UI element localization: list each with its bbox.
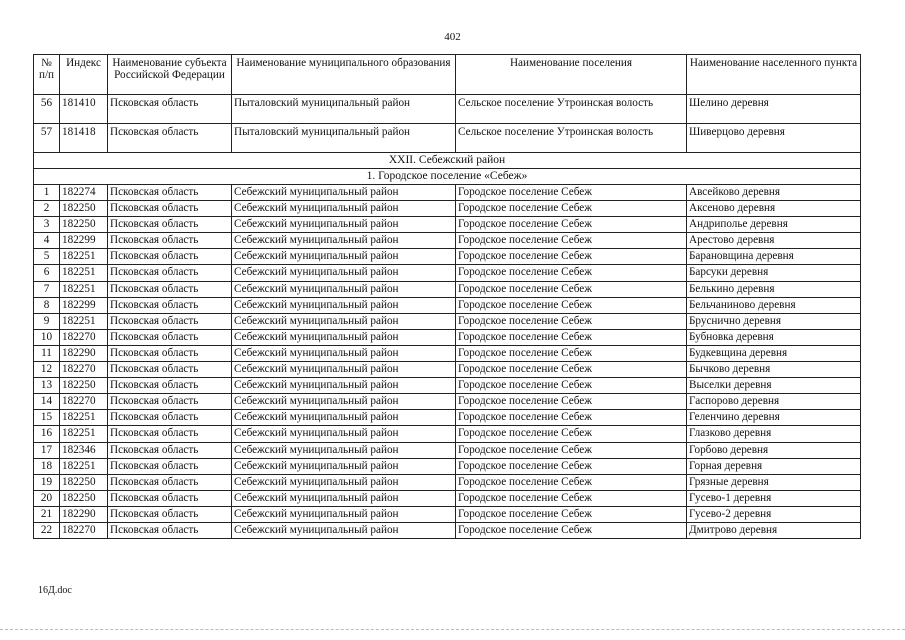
cell-settlement: Городское поселение Себеж bbox=[456, 522, 687, 538]
settlements-table bbox=[33, 54, 861, 539]
table-row bbox=[34, 313, 861, 329]
cell-index: 181410 bbox=[60, 95, 108, 124]
page-number: 402 bbox=[444, 31, 461, 43]
cell-locality: Дмитрово деревня bbox=[687, 522, 861, 538]
table-row bbox=[34, 362, 861, 378]
cell-settlement: Городское поселение Себеж bbox=[456, 474, 687, 490]
cell-index: 182270 bbox=[60, 362, 108, 378]
cell-num: 13 bbox=[34, 378, 60, 394]
cell-municipality: Себежский муниципальный район bbox=[232, 297, 456, 313]
cell-subject: Псковская область bbox=[108, 201, 232, 217]
cell-subject: Псковская область bbox=[108, 185, 232, 201]
cell-locality: Арестово деревня bbox=[687, 233, 861, 249]
cell-locality: Бубновка деревня bbox=[687, 329, 861, 345]
cell-num: 2 bbox=[34, 201, 60, 217]
cell-index: 182270 bbox=[60, 394, 108, 410]
cell-settlement: Городское поселение Себеж bbox=[456, 458, 687, 474]
header-locality: Наименование населенного пункта bbox=[687, 55, 861, 95]
cell-num: 1 bbox=[34, 185, 60, 201]
section-row bbox=[34, 153, 861, 169]
table-row bbox=[34, 95, 861, 124]
cell-municipality: Себежский муниципальный район bbox=[232, 378, 456, 394]
cell-index: 182290 bbox=[60, 345, 108, 361]
cell-municipality: Себежский муниципальный район bbox=[232, 329, 456, 345]
cell-settlement: Городское поселение Себеж bbox=[456, 281, 687, 297]
cell-settlement: Городское поселение Себеж bbox=[456, 201, 687, 217]
cell-settlement: Городское поселение Себеж bbox=[456, 297, 687, 313]
cell-municipality: Себежский муниципальный район bbox=[232, 458, 456, 474]
cell-settlement: Городское поселение Себеж bbox=[456, 378, 687, 394]
cell-num: 4 bbox=[34, 233, 60, 249]
cell-subject: Псковская область bbox=[108, 378, 232, 394]
table-row bbox=[34, 522, 861, 538]
cell-subject: Псковская область bbox=[108, 362, 232, 378]
cell-municipality: Себежский муниципальный район bbox=[232, 217, 456, 233]
cell-index: 182290 bbox=[60, 506, 108, 522]
cell-locality: Барановщина деревня bbox=[687, 249, 861, 265]
cell-settlement: Городское поселение Себеж bbox=[456, 490, 687, 506]
cell-index: 182299 bbox=[60, 233, 108, 249]
cell-locality: Аксеново деревня bbox=[687, 201, 861, 217]
cell-municipality: Себежский муниципальный район bbox=[232, 442, 456, 458]
cell-num: 3 bbox=[34, 217, 60, 233]
cell-subject: Псковская область bbox=[108, 426, 232, 442]
cell-num: 9 bbox=[34, 313, 60, 329]
cell-municipality: Себежский муниципальный район bbox=[232, 313, 456, 329]
scan-edge-divider bbox=[0, 629, 905, 631]
cell-settlement: Городское поселение Себеж bbox=[456, 329, 687, 345]
cell-locality: Барсуки деревня bbox=[687, 265, 861, 281]
cell-index: 182250 bbox=[60, 217, 108, 233]
cell-index: 181418 bbox=[60, 124, 108, 153]
table-row bbox=[34, 233, 861, 249]
table-row bbox=[34, 394, 861, 410]
cell-municipality: Себежский муниципальный район bbox=[232, 345, 456, 361]
cell-locality: Гусево-1 деревня bbox=[687, 490, 861, 506]
cell-settlement: Городское поселение Себеж bbox=[456, 265, 687, 281]
cell-num: 20 bbox=[34, 490, 60, 506]
cell-num: 19 bbox=[34, 474, 60, 490]
cell-index: 182250 bbox=[60, 378, 108, 394]
cell-subject: Псковская область bbox=[108, 522, 232, 538]
cell-num: 57 bbox=[34, 124, 60, 153]
cell-subject: Псковская область bbox=[108, 329, 232, 345]
cell-num: 8 bbox=[34, 297, 60, 313]
cell-municipality: Себежский муниципальный район bbox=[232, 185, 456, 201]
header-subject: Наименование субъекта Российской Федерации bbox=[108, 55, 232, 95]
cell-index: 182250 bbox=[60, 490, 108, 506]
cell-settlement: Городское поселение Себеж bbox=[456, 249, 687, 265]
cell-subject: Псковская область bbox=[108, 490, 232, 506]
cell-index: 182251 bbox=[60, 249, 108, 265]
cell-num: 10 bbox=[34, 329, 60, 345]
table-row bbox=[34, 490, 861, 506]
cell-num: 15 bbox=[34, 410, 60, 426]
subsection-row bbox=[34, 169, 861, 185]
section-title: XXII. Себежский район bbox=[34, 153, 861, 169]
cell-municipality: Себежский муниципальный район bbox=[232, 394, 456, 410]
cell-municipality: Себежский муниципальный район bbox=[232, 362, 456, 378]
cell-num: 6 bbox=[34, 265, 60, 281]
cell-subject: Псковская область bbox=[108, 410, 232, 426]
cell-municipality: Себежский муниципальный район bbox=[232, 522, 456, 538]
cell-settlement: Городское поселение Себеж bbox=[456, 394, 687, 410]
cell-locality: Андриполье деревня bbox=[687, 217, 861, 233]
cell-index: 182251 bbox=[60, 265, 108, 281]
cell-subject: Псковская область bbox=[108, 506, 232, 522]
table-row bbox=[34, 185, 861, 201]
cell-municipality: Себежский муниципальный район bbox=[232, 474, 456, 490]
cell-locality: Геленчино деревня bbox=[687, 410, 861, 426]
cell-municipality: Себежский муниципальный район bbox=[232, 426, 456, 442]
cell-municipality: Себежский муниципальный район bbox=[232, 201, 456, 217]
table-row bbox=[34, 442, 861, 458]
cell-num: 17 bbox=[34, 442, 60, 458]
cell-index: 182250 bbox=[60, 201, 108, 217]
cell-settlement: Сельское поселение Утроинская волость bbox=[456, 95, 687, 124]
cell-subject: Псковская область bbox=[108, 281, 232, 297]
cell-locality: Будкевщина деревня bbox=[687, 345, 861, 361]
header-municipality: Наименование муниципального образования bbox=[232, 55, 456, 95]
cell-settlement: Городское поселение Себеж bbox=[456, 185, 687, 201]
cell-settlement: Городское поселение Себеж bbox=[456, 506, 687, 522]
cell-index: 182251 bbox=[60, 313, 108, 329]
cell-settlement: Городское поселение Себеж bbox=[456, 442, 687, 458]
cell-locality: Гаспорово деревня bbox=[687, 394, 861, 410]
cell-municipality: Себежский муниципальный район bbox=[232, 410, 456, 426]
header-settlement: Наименование поселения bbox=[456, 55, 687, 95]
cell-locality: Бычково деревня bbox=[687, 362, 861, 378]
cell-locality: Глазково деревня bbox=[687, 426, 861, 442]
cell-municipality: Себежский муниципальный район bbox=[232, 506, 456, 522]
cell-index: 182251 bbox=[60, 426, 108, 442]
cell-subject: Псковская область bbox=[108, 345, 232, 361]
cell-subject: Псковская область bbox=[108, 458, 232, 474]
cell-settlement: Сельское поселение Утроинская волость bbox=[456, 124, 687, 153]
cell-index: 182270 bbox=[60, 329, 108, 345]
cell-num: 7 bbox=[34, 281, 60, 297]
cell-subject: Псковская область bbox=[108, 124, 232, 153]
table-row bbox=[34, 124, 861, 153]
cell-num: 14 bbox=[34, 394, 60, 410]
cell-num: 18 bbox=[34, 458, 60, 474]
cell-subject: Псковская область bbox=[108, 474, 232, 490]
table-body bbox=[34, 95, 861, 539]
cell-locality: Горбово деревня bbox=[687, 442, 861, 458]
header-index: Индекс bbox=[60, 55, 108, 95]
table-row bbox=[34, 201, 861, 217]
cell-settlement: Городское поселение Себеж bbox=[456, 233, 687, 249]
cell-locality: Авсейково деревня bbox=[687, 185, 861, 201]
cell-locality: Грязные деревня bbox=[687, 474, 861, 490]
table-row bbox=[34, 217, 861, 233]
cell-municipality: Себежский муниципальный район bbox=[232, 249, 456, 265]
table-row bbox=[34, 345, 861, 361]
cell-index: 182299 bbox=[60, 297, 108, 313]
cell-index: 182274 bbox=[60, 185, 108, 201]
cell-num: 5 bbox=[34, 249, 60, 265]
table-header bbox=[34, 55, 861, 95]
cell-settlement: Городское поселение Себеж bbox=[456, 410, 687, 426]
subsection-title: 1. Городское поселение «Себеж» bbox=[34, 169, 861, 185]
cell-index: 182251 bbox=[60, 458, 108, 474]
cell-locality: Белькино деревня bbox=[687, 281, 861, 297]
cell-subject: Псковская область bbox=[108, 394, 232, 410]
table-row bbox=[34, 329, 861, 345]
cell-subject: Псковская область bbox=[108, 249, 232, 265]
cell-subject: Псковская область bbox=[108, 233, 232, 249]
cell-locality: Выселки деревня bbox=[687, 378, 861, 394]
cell-locality: Гусево-2 деревня bbox=[687, 506, 861, 522]
cell-subject: Псковская область bbox=[108, 265, 232, 281]
header-num: № п/п bbox=[34, 55, 60, 95]
table-row bbox=[34, 410, 861, 426]
cell-locality: Бруснично деревня bbox=[687, 313, 861, 329]
cell-subject: Псковская область bbox=[108, 313, 232, 329]
cell-num: 11 bbox=[34, 345, 60, 361]
cell-subject: Псковская область bbox=[108, 297, 232, 313]
cell-municipality: Пыталовский муниципальный район bbox=[232, 124, 456, 153]
cell-settlement: Городское поселение Себеж bbox=[456, 345, 687, 361]
cell-settlement: Городское поселение Себеж bbox=[456, 362, 687, 378]
table-row bbox=[34, 426, 861, 442]
cell-num: 12 bbox=[34, 362, 60, 378]
table-row bbox=[34, 265, 861, 281]
cell-subject: Псковская область bbox=[108, 217, 232, 233]
cell-index: 182250 bbox=[60, 474, 108, 490]
cell-index: 182346 bbox=[60, 442, 108, 458]
cell-locality: Бельчаниново деревня bbox=[687, 297, 861, 313]
cell-locality: Шиверцово деревня bbox=[687, 124, 861, 153]
cell-index: 182251 bbox=[60, 410, 108, 426]
cell-index: 182251 bbox=[60, 281, 108, 297]
cell-subject: Псковская область bbox=[108, 442, 232, 458]
cell-settlement: Городское поселение Себеж bbox=[456, 217, 687, 233]
table-row bbox=[34, 474, 861, 490]
table-row bbox=[34, 297, 861, 313]
table-row bbox=[34, 506, 861, 522]
cell-municipality: Себежский муниципальный район bbox=[232, 490, 456, 506]
table-row bbox=[34, 458, 861, 474]
cell-settlement: Городское поселение Себеж bbox=[456, 313, 687, 329]
cell-municipality: Пыталовский муниципальный район bbox=[232, 95, 456, 124]
cell-municipality: Себежский муниципальный район bbox=[232, 281, 456, 297]
cell-num: 22 bbox=[34, 522, 60, 538]
footer-filename: 16Д.doc bbox=[38, 585, 72, 596]
table-row bbox=[34, 249, 861, 265]
cell-index: 182270 bbox=[60, 522, 108, 538]
cell-municipality: Себежский муниципальный район bbox=[232, 265, 456, 281]
cell-num: 21 bbox=[34, 506, 60, 522]
table-row bbox=[34, 281, 861, 297]
cell-municipality: Себежский муниципальный район bbox=[232, 233, 456, 249]
cell-settlement: Городское поселение Себеж bbox=[456, 426, 687, 442]
cell-locality: Шелино деревня bbox=[687, 95, 861, 124]
cell-subject: Псковская область bbox=[108, 95, 232, 124]
table-row bbox=[34, 378, 861, 394]
cell-num: 56 bbox=[34, 95, 60, 124]
cell-num: 16 bbox=[34, 426, 60, 442]
cell-locality: Горная деревня bbox=[687, 458, 861, 474]
